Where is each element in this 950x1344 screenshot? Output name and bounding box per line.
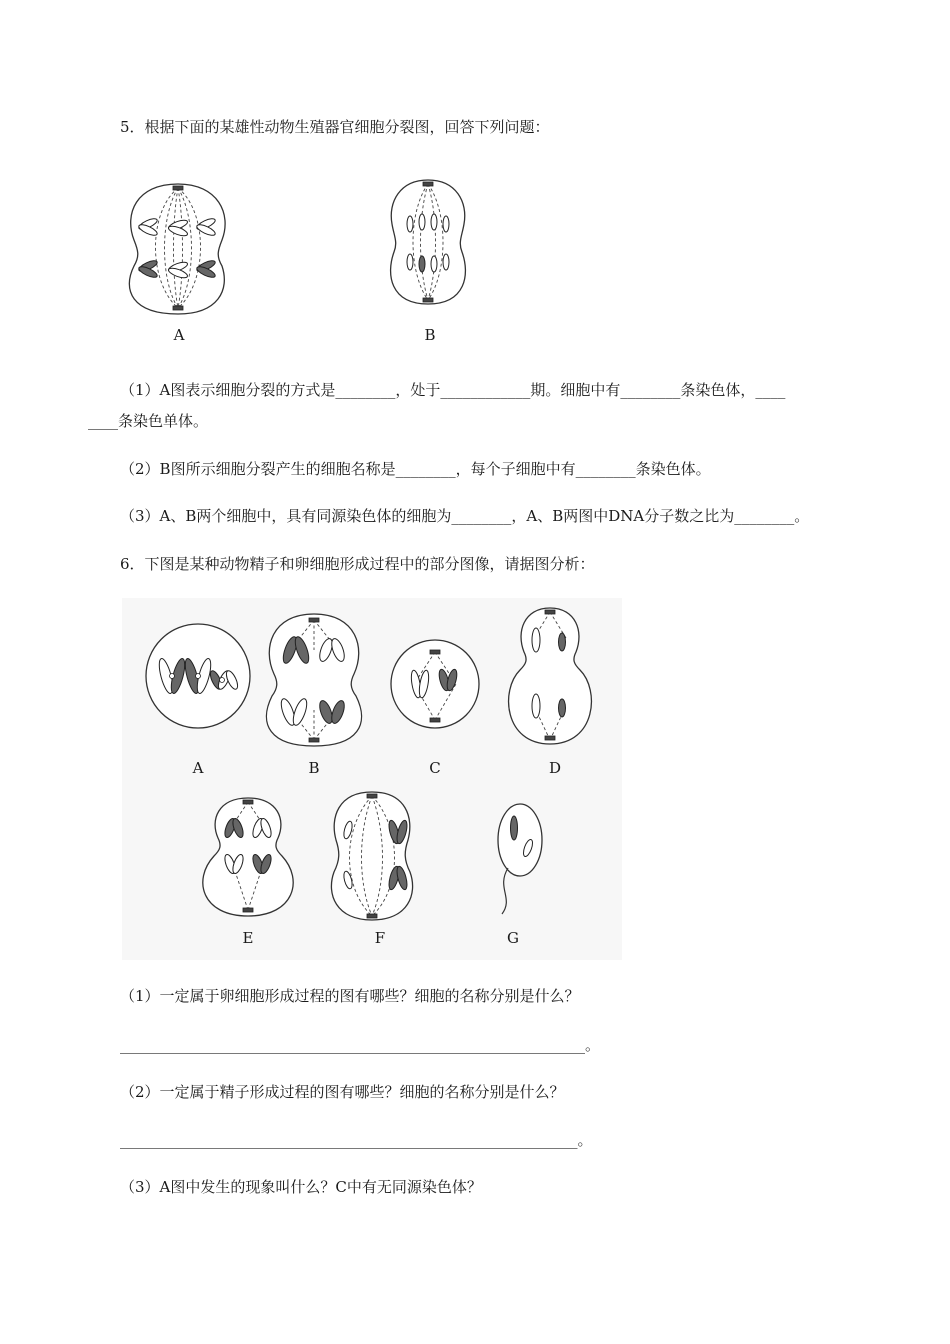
- q5-cell-a-bottom-centrosome: [173, 306, 183, 310]
- q6-fig-label-f: F: [374, 929, 386, 947]
- q6-cell-d-membrane: [509, 608, 592, 744]
- q6-part2: （2）一定属于精子形成过程的图有哪些？细胞的名称分别是什么？: [120, 1083, 565, 1101]
- q5-figure-drawing: [118, 162, 478, 352]
- q6-fig-label-g: G: [507, 929, 519, 947]
- q6-cell-f-membrane: [331, 792, 412, 920]
- q6-fig-label-b: B: [308, 759, 320, 777]
- q6-answer1: ______________________________________________________________。: [120, 1036, 601, 1054]
- q6-figure: [122, 598, 622, 960]
- q5-fig-label-a: A: [173, 326, 185, 344]
- q5-part1-line2: ____条染色单体。: [88, 412, 209, 430]
- q5-cell-a-membrane: [129, 184, 225, 314]
- q5-fig-label-b: B: [424, 326, 436, 344]
- q6-fig-label-a: A: [192, 759, 204, 777]
- q6-cell-g-membrane: [498, 804, 542, 876]
- q5-cell-b-bottom-centrosome: [423, 298, 433, 302]
- q6-title: 6．下图是某种动物精子和卵细胞形成过程中的部分图像，请据图分析：: [120, 555, 595, 573]
- q6-cell-g-tail: [502, 868, 508, 914]
- q6-fig-label-e: E: [242, 929, 254, 947]
- q5-part1-line1: （1）A图表示细胞分裂的方式是________，处于____________期。细胞中有________条染色体，____: [120, 381, 786, 399]
- q6-fig-label-d: D: [548, 759, 562, 777]
- q5-title: 5．根据下面的某雄性动物生殖器官细胞分裂图，回答下列问题：: [120, 118, 550, 136]
- q6-part3: （3）A图中发生的现象叫什么？C中有无同源染色体？: [120, 1178, 482, 1196]
- q6-cell-e-membrane: [203, 798, 293, 916]
- q5-part3: （3）A、B两个细胞中，具有同源染色体的细胞为________，A、B两图中DNA分子数之比为________。: [120, 507, 810, 525]
- q5-figure: [118, 162, 478, 352]
- q6-figure-drawing: [122, 598, 622, 960]
- q5-cell-b-top-centrosome: [423, 182, 433, 186]
- q6-answer2: _____________________________________________________________。: [120, 1131, 593, 1149]
- q6-fig-label-c: C: [429, 759, 441, 777]
- q5-part2: （2）B图所示细胞分裂产生的细胞名称是________，每个子细胞中有________条染色体。: [120, 460, 711, 478]
- q5-cell-b-membrane: [391, 180, 466, 304]
- q6-part1: （1）一定属于卵细胞形成过程的图有哪些？细胞的名称分别是什么？: [120, 987, 580, 1005]
- q5-cell-a-top-centrosome: [173, 186, 183, 190]
